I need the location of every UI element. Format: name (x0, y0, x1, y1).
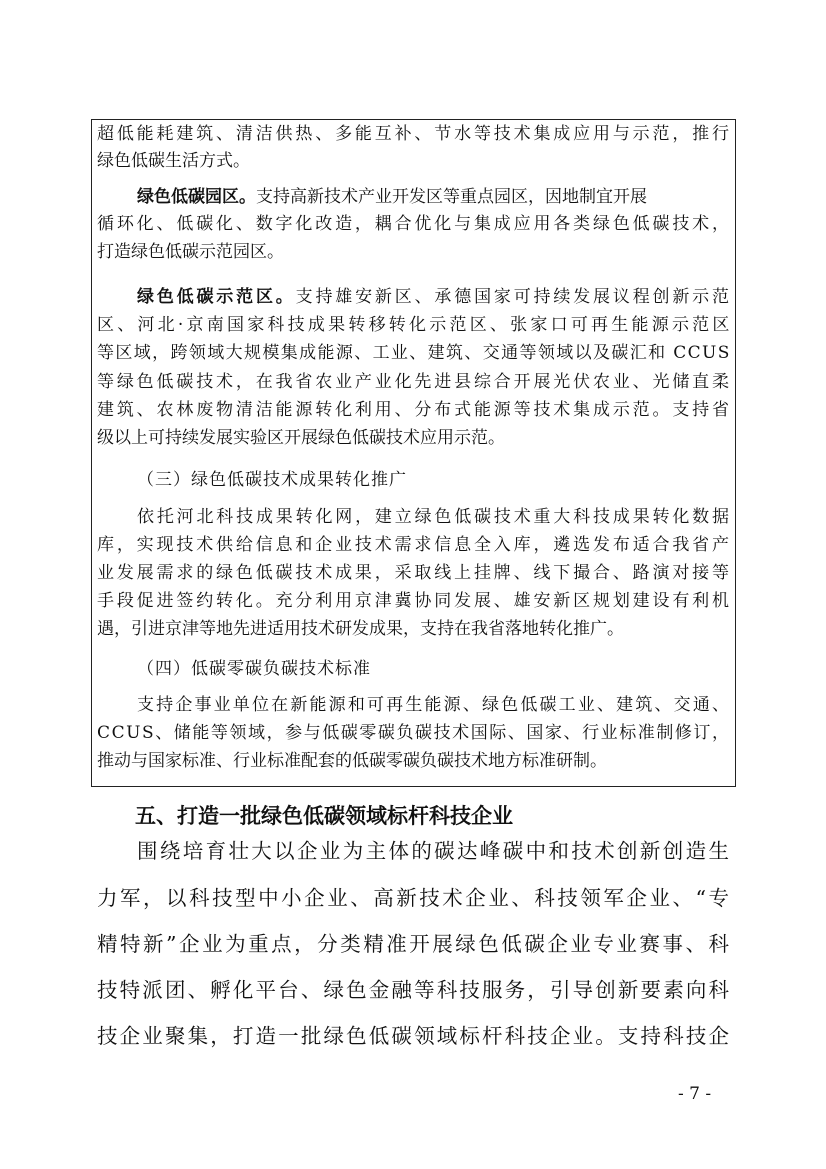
paragraph-line (97, 399, 732, 421)
paragraph-line (137, 286, 732, 308)
paragraph-line (137, 694, 731, 716)
paragraph-line (97, 750, 607, 772)
paragraph-line (97, 590, 732, 612)
paragraph-line (137, 186, 647, 208)
paragraph-line (137, 658, 371, 680)
paragraph-line (97, 241, 284, 263)
line-text: （四）低碳零碳负碳技术标准 (137, 659, 371, 679)
line-text: 建筑、农林废物清洁能源转化利用、分布式能源等技术集成示范。支持省 (97, 400, 732, 420)
section-line: 力军，以科技型中小企业、高新技术企业、科技领军企业、“专 (97, 886, 732, 910)
line-text: 绿色低碳生活方式。 (97, 151, 250, 171)
line-text: 推动与国家标准、行业标准配套的低碳零碳负碳技术地方标准研制。 (97, 751, 607, 771)
line-text: 支持雄安新区、承德国家可持续发展议程创新示范 (295, 287, 732, 307)
line-text: 业发展需求的绿色低碳技术成果，采取线上挂牌、线下撮合、路演对接等 (97, 563, 732, 583)
line-text: 超低能耗建筑、清洁供热、多能互补、节水等技术集成应用与示范，推行 (97, 124, 732, 144)
paragraph-line (97, 314, 733, 336)
paragraph-line (97, 722, 731, 744)
bold-lead: 绿色低碳示范区。 (137, 287, 296, 307)
paragraph-line (97, 123, 732, 145)
bold-lead: 绿色低碳园区。 (137, 187, 256, 207)
line-text: CCUS、储能等领域，参与低碳零碳负碳技术国际、国家、行业标准制修订， (97, 723, 731, 743)
line-text: 循环化、低碳化、数字化改造，耦合优化与集成应用各类绿色低碳技术， (97, 214, 732, 234)
paragraph-line (97, 562, 732, 584)
page-number: - 7 - (678, 1084, 712, 1104)
paragraph-line (97, 213, 732, 235)
line-text: 库，实现技术供给信息和企业技术需求信息全入库，遴选发布适合我省产 (97, 535, 732, 555)
section-line: 围绕培育壮大以企业为主体的碳达峰碳中和技术创新创造生 (137, 839, 732, 863)
line-text: 等绿色低碳技术，在我省农业产业化先进县综合开展光伏农业、光储直柔 (97, 372, 732, 392)
paragraph-line (137, 506, 732, 528)
line-text: 支持企事业单位在新能源和可再生能源、绿色低碳工业、建筑、交通、 (137, 695, 732, 715)
section-line: 技特派团、孵化平台、绿色金融等科技服务，引导创新要素向科 (97, 978, 732, 1002)
section-heading: 五、打造一批绿色低碳领域标杆科技企业 (135, 804, 513, 828)
line-text: 级以上可持续发展实验区开展绿色低碳技术应用示范。 (97, 428, 505, 448)
paragraph-line (97, 150, 250, 172)
line-text: 依托河北科技成果转化网，建立绿色低碳技术重大科技成果转化数据 (137, 507, 732, 527)
line-text: 区、河北·京南国家科技成果转移转化示范区、张家口可再生能源示范区 (97, 315, 733, 335)
paragraph-line (97, 534, 732, 556)
line-text: （三）绿色低碳技术成果转化推广 (137, 470, 407, 490)
line-text: 支持高新技术产业开发区等重点园区，因地制宜开展 (256, 187, 647, 207)
line-text: 打造绿色低碳示范园区。 (97, 242, 284, 262)
line-text: 等区域，跨领域大规模集成能源、工业、建筑、交通等领域以及碳汇和 CCUS (97, 343, 731, 363)
paragraph-line (97, 427, 505, 449)
paragraph-line (137, 469, 407, 491)
section-line: 技企业聚集，打造一批绿色低碳领域标杆科技企业。支持科技企 (97, 1024, 732, 1048)
paragraph-line (97, 371, 732, 393)
line-text: 手段促进签约转化。充分利用京津冀协同发展、雄安新区规划建设有利机 (97, 591, 732, 611)
section-line: 精特新”企业为重点，分类精准开展绿色低碳企业专业赛事、科 (97, 932, 732, 956)
line-text: 遇，引进京津等地先进适用技术研发成果，支持在我省落地转化推广。 (97, 619, 624, 639)
paragraph-line (97, 618, 624, 640)
paragraph-line (97, 342, 731, 364)
